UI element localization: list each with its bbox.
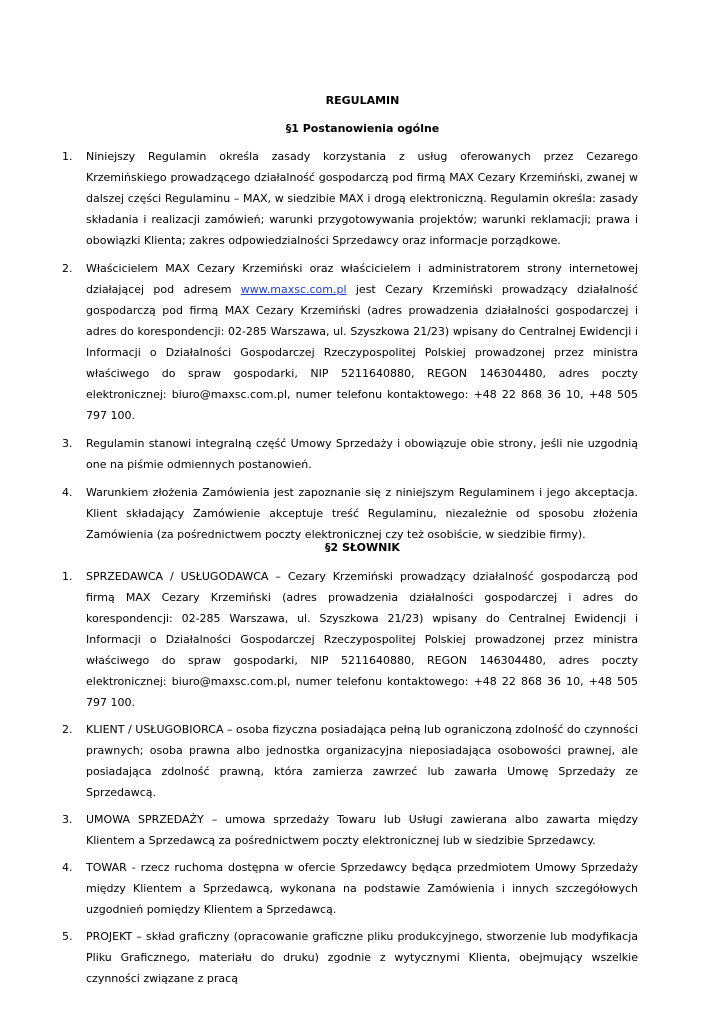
section-1-list: [62, 146, 638, 552]
item-number: 2.: [62, 262, 73, 275]
item-number: 3.: [62, 813, 73, 826]
item-text: Warunkiem złożenia Zamówienia jest zapoznanie się z niniejszym Regulaminem i jego akceptacja. Klient składający Zamówienie akceptuje treść Regulaminu, niezależnie od sposobu złożenia Zamówienia (za pośrednictwem poczty elektronicznej czy też osobiście, w siedzibie firmy).: [86, 486, 638, 541]
list-item: [62, 258, 638, 426]
section-1-heading: §1 Postanowienia ogólne: [285, 122, 440, 135]
item-number: 2.: [62, 723, 73, 736]
list-item: [62, 719, 638, 803]
item-text: TOWAR - rzecz ruchoma dostępna w ofercie Sprzedawcy będąca przedmiotem Umowy Sprzedaży między Klientem a Sprzedawcą, wykonana na podstawie Zamówienia i innych szczegółowych uzgodnień pomiędzy Klientem a Sprzedawcą.: [86, 861, 638, 916]
item-text: KLIENT / USŁUGOBIORCA – osoba fizyczna posiadająca pełną lub ograniczoną zdolność do czynności prawnych; osoba prawna albo jednostka organizacyjna nieposiadająca osobowości prawnej, ale posiadająca zdolność prawną, która zamierza zawrzeć lub zawarła Umowę Sprzedaży ze Sprzedawcą.: [86, 723, 638, 799]
item-text: SPRZEDAWCA / USŁUGODAWCA – Cezary Krzemiński prowadzący działalność gospodarczą pod firmą MAX Cezary Krzemiński (adres prowadzenia działalności gospodarczej i adres do korespondencji: 02-285 Warszawa, ul. Szyszkowa 21/23) wpisany do Centralnej Ewidencji i Informacji o Działalności Gospodarczej Rzeczypospolitej Polskiej prowadzonej przez ministra właściwego do spraw gospodarki, NIP 5211640880, REGON 146304480, adres poczty elektronicznej: biuro@maxsc.com.pl, numer telefonu kontaktowego: +48 22 868 36 10, +48 505 797 100.: [86, 570, 638, 709]
list-item: [62, 926, 638, 989]
item-number: 3.: [62, 437, 73, 450]
item-text: Niniejszy Regulamin określa zasady korzystania z usług oferowanych przez Cezarego Krzemińskiego prowadzącego działalność gospodarczą pod firmą MAX Cezary Krzemiński, zwanej w dalszej części Regulaminu – MAX, w siedzibie MAX i drogą elektroniczną. Regulamin określa: zasady składania i realizacji zamówień; warunki przygotowywania projektów; warunki reklamacji; prawa i obowiązki Klienta; zakres odpowiedzialności Sprzedawcy oraz informacje porządkowe.: [86, 150, 638, 247]
item-text-after-link: jest Cezary Krzemiński prowadzący działalność gospodarczą pod firmą MAX Cezary Krzemiński (adres prowadzenia działalności gospodarczej i adres do korespondencji: 02-285 Warszawa, ul. Szyszkowa 21/23) wpisany do Centralnej Ewidencji i Informacji o Działalności Gospodarczej Rzeczypospolitej Polskiej prowadzonej przez ministra właściwego do spraw gospodarki, NIP 5211640880, REGON 146304480, adres poczty elektronicznej: biuro@maxsc.com.pl, numer telefonu kontaktowego: +48 22 868 36 10, +48 505 797 100.: [86, 283, 638, 422]
item-number: 4.: [62, 861, 73, 874]
list-item: [62, 857, 638, 920]
section-2-list: [62, 566, 638, 995]
list-item: [62, 433, 638, 475]
item-text: Regulamin stanowi integralną część Umowy Sprzedaży i obowiązuje obie strony, jeśli nie uzgodnią one na piśmie odmiennych postanowień.: [86, 437, 638, 471]
list-item: [62, 809, 638, 851]
list-item: [62, 482, 638, 545]
item-number: 5.: [62, 930, 73, 943]
item-number: 4.: [62, 486, 73, 499]
section-2-heading: §2 SŁOWNIK: [325, 541, 400, 554]
document-title: REGULAMIN: [325, 94, 400, 107]
item-number: 1.: [62, 150, 73, 163]
list-item: [62, 566, 638, 713]
website-link[interactable]: www.maxsc.com.pl: [240, 283, 347, 296]
list-item: [62, 146, 638, 251]
item-text: PROJEKT – skład graficzny (opracowanie graficzne pliku produkcyjnego, stworzenie lub modyfikacja Pliku Graficznego, materiału do druku) zgodnie z wytycznymi Klienta, obejmujący wszelkie czynności związane z pracą: [86, 930, 638, 985]
item-text-before-link: Właścicielem MAX Cezary Krzemiński oraz właścicielem i administratorem strony internetowej działającej pod adresem: [86, 262, 638, 296]
item-text: UMOWA SPRZEDAŻY – umowa sprzedaży Towaru lub Usługi zawierana albo zawarta między Klientem a Sprzedawcą za pośrednictwem poczty elektronicznej lub w siedzibie Sprzedawcy.: [86, 813, 638, 847]
item-number: 1.: [62, 570, 73, 583]
